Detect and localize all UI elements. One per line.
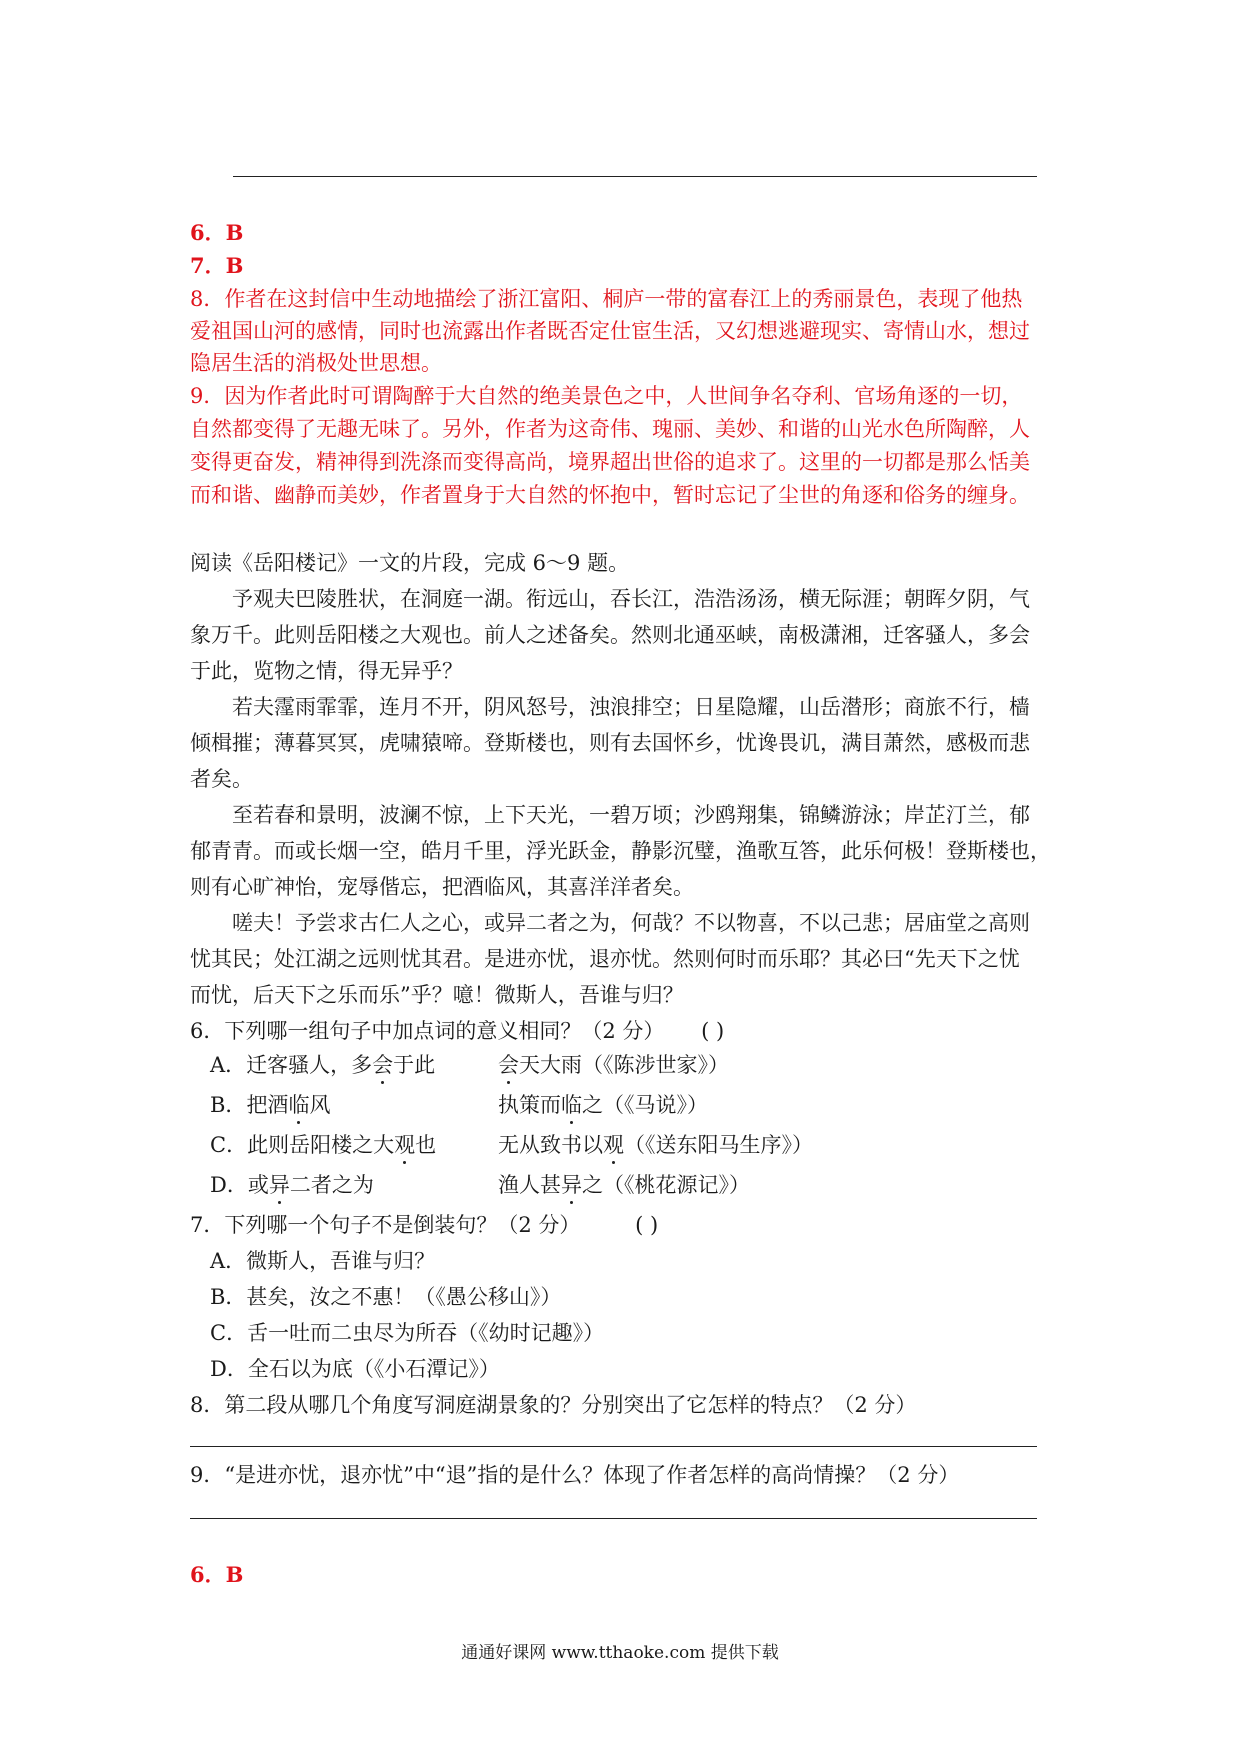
header-rule [233, 176, 1037, 177]
question-6-bracket: ( ) [701, 1019, 725, 1043]
passage-p2-line-2: 倾楫摧；薄暮冥冥，虎啸猿啼。登斯楼也，则有去国怀乡，忧谗畏讥，满目萧然，感极而悲 [190, 731, 1030, 755]
passage-p2-line-1: 若夫霪雨霏霏，连月不开，阴风怒号，浊浪排空；日星隐耀，山岳潜形；商旅不行，樯 [232, 695, 1030, 719]
option-text: 把酒 [246, 1093, 289, 1117]
passage-p4-line-2: 忧其民；处江湖之远则忧其君。是进亦忧，退亦忧。然则何时而乐耶？其必曰“先天下之忧 [190, 947, 1020, 971]
dotted-word: 会 [372, 1053, 394, 1077]
dotted-word: 异 [268, 1173, 290, 1197]
answer-8-line-1: 8．作者在这封信中生动地描绘了浙江富阳、桐庐一带的富春江上的秀丽景色，表现了他热 [190, 287, 1023, 311]
q6-option-a-right [498, 1052, 729, 1078]
option-text: 或 [247, 1173, 269, 1197]
option-text: 之（《桃花源记》） [582, 1173, 750, 1197]
option-letter: C． [210, 1133, 248, 1157]
dotted-word: 临 [288, 1093, 310, 1117]
option-text: 迁客骚人，多 [246, 1053, 373, 1077]
option-letter: D． [210, 1173, 248, 1197]
q6-option-c-left [210, 1132, 436, 1158]
answer-8-line-3: 隐居生活的消极处世思想。 [190, 351, 442, 375]
footer-text: 通通好课网 www.tthaoke.com 提供下载 [461, 1643, 779, 1663]
dotted-word: 观 [603, 1133, 624, 1157]
answer-6-bottom: 6．B [190, 1562, 244, 1587]
question-9: 9．“是进亦忧，退亦忧”中“退”指的是什么？体现了作者怎样的高尚情操？（2 分） [190, 1463, 960, 1487]
question-6-text: 6．下列哪一组句子中加点词的意义相同？（2 分） [190, 1019, 665, 1043]
question-7-bracket: ( ) [635, 1213, 659, 1237]
option-text: 二者之为 [289, 1173, 374, 1197]
option-letter: B． [210, 1093, 247, 1117]
q7-option-d: D．全石以为底（《小石潭记》） [210, 1357, 500, 1381]
passage-p3-line-2: 郁青青。而或长烟一空，皓月千里，浮光跃金，静影沉璧，渔歌互答，此乐何极！登斯楼也， [190, 839, 1051, 863]
passage-p1-line-1: 予观夫巴陵胜状，在洞庭一湖。衔远山，吞长江，浩浩汤汤，横无际涯；朝晖夕阴，气 [232, 587, 1030, 611]
q7-option-b: B．甚矣，汝之不惠！（《愚公移山》） [210, 1285, 562, 1309]
passage-p4-line-1: 嗟夫！予尝求古仁人之心，或异二者之为，何哉？不以物喜，不以己悲；居庙堂之高则 [232, 911, 1030, 935]
q6-option-c-right [498, 1132, 813, 1158]
answer-8-line-2: 爱祖国山河的感情，同时也流露出作者既否定仕宦生活，又幻想逃避现实、寄情山水，想过 [190, 319, 1030, 343]
option-text: 天大雨（《陈涉世家》） [519, 1053, 729, 1077]
reading-intro: 阅读《岳阳楼记》一文的片段，完成 6～9 题。 [190, 551, 630, 575]
question-6-stem [190, 1018, 1060, 1044]
dotted-word: 观 [394, 1133, 416, 1157]
question-7-text: 7．下列哪一个句子不是倒装句？（2 分） [190, 1213, 581, 1237]
q6-option-b-right [498, 1092, 708, 1118]
passage-p3-line-1: 至若春和景明，波澜不惊，上下天光，一碧万顷；沙鸥翔集，锦鳞游泳；岸芷汀兰，郁 [232, 803, 1030, 827]
option-text: 之（《马说》） [582, 1093, 708, 1117]
option-letter: A． [210, 1053, 247, 1077]
passage-p1-line-3: 于此，览物之情，得无异乎？ [190, 659, 463, 683]
passage-p3-line-3: 则有心旷神怡，宠辱偕忘，把酒临风，其喜洋洋者矣。 [190, 875, 694, 899]
passage-p2-line-3: 者矣。 [190, 767, 253, 791]
option-text: 无从致书以 [498, 1133, 603, 1157]
q7-option-a: A．微斯人，吾谁与归？ [210, 1249, 436, 1273]
question-7-stem [190, 1212, 1060, 1238]
question-8: 8．第二段从哪几个角度写洞庭湖景象的？分别突出了它怎样的特点？（2 分） [190, 1393, 917, 1417]
answer-line-q9 [190, 1518, 1037, 1519]
option-text: 风 [309, 1093, 331, 1117]
option-text: 渔人甚 [498, 1173, 561, 1197]
answer-9-line-2: 自然都变得了无趣无味了。另外，作者为这奇伟、瑰丽、美妙、和谐的山光水色所陶醉，人 [190, 417, 1030, 441]
answer-9-line-4: 而和谐、幽静而美妙，作者置身于大自然的怀抱中，暂时忘记了尘世的角逐和俗务的缠身。 [190, 483, 1030, 507]
option-text: 此则岳阳楼之大 [247, 1133, 395, 1157]
dotted-word: 异 [561, 1173, 582, 1197]
option-text: （《送东阳马生序》） [624, 1133, 813, 1157]
option-text: 执策而 [498, 1093, 561, 1117]
q6-option-a-left [210, 1052, 435, 1078]
answer-9-line-1: 9．因为作者此时可谓陶醉于大自然的绝美景色之中，人世间争名夺利、官场角逐的一切， [190, 384, 1023, 408]
option-text: 也 [415, 1133, 437, 1157]
option-text: 于此 [393, 1053, 436, 1077]
answer-line-q8 [190, 1446, 1037, 1447]
passage-p4-line-3: 而忧，后天下之乐而乐”乎？噫！微斯人，吾谁与归？ [190, 983, 684, 1007]
answer-6: 6．B [190, 220, 244, 245]
passage-p1-line-2: 象万千。此则岳阳楼之大观也。前人之述备矣。然则北通巫峡，南极潇湘，迁客骚人，多会 [190, 623, 1030, 647]
q6-option-b-left [210, 1092, 330, 1118]
q7-option-c: C．舌一吐而二虫尽为所吞（《幼时记趣》） [210, 1321, 605, 1345]
dotted-word: 会 [498, 1053, 519, 1077]
q6-option-d-left [210, 1172, 374, 1198]
dotted-word: 临 [561, 1093, 582, 1117]
q6-option-d-right [498, 1172, 750, 1198]
answer-7: 7．B [190, 253, 244, 278]
answer-9-line-3: 变得更奋发，精神得到洗涤而变得高尚，境界超出世俗的追求了。这里的一切都是那么恬美 [190, 450, 1030, 474]
